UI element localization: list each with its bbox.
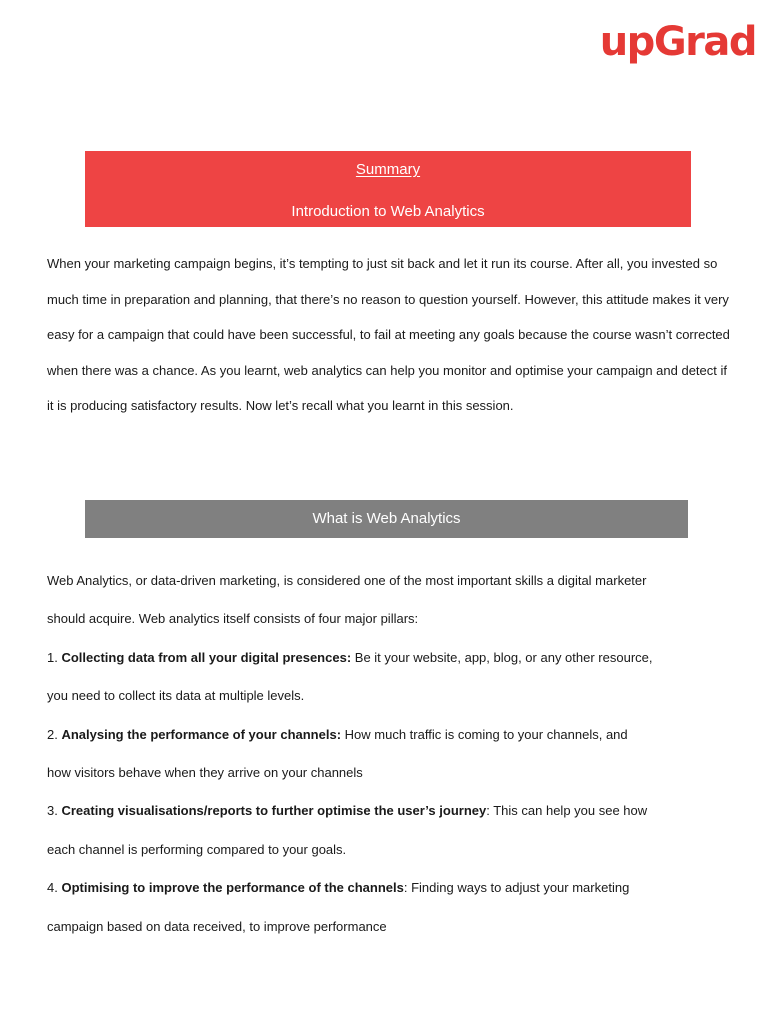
- pillar-text: : This can help you see how: [486, 803, 648, 819]
- section-heading: What is Web Analytics: [312, 510, 461, 527]
- intro-paragraph: When your marketing campaign begins, it’s tempting to just sit back and let it run its course. After all, you invested so much time in preparation and planning, that there’s no reason to question yourself. However, this attitude makes it very easy for a campaign that could have been successful, to fail at meeting any goals because the course wasn’t corrected when there was a chance. As you learnt, web analytics can help you monitor and optimise your campaign and detect if it is producing satisfactory results. Now let’s recall what you learnt in this session.: [47, 256, 730, 414]
- pillar-title: Collecting data from all your digital presences:: [61, 649, 352, 665]
- pillar-1-line-2: you need to collect its data at multiple levels.: [47, 688, 305, 704]
- section-intro-line: should acquire. Web analytics itself consists of four major pillars:: [47, 611, 419, 627]
- pillar-title: Creating visualisations/reports to further optimise the user’s journey: [61, 803, 487, 819]
- pillar-2-line-2: how visitors behave when they arrive on your channels: [47, 765, 363, 781]
- pillar-title: Optimising to improve the performance of the channels: [61, 880, 404, 896]
- pillar-3-line-1: [47, 792, 737, 830]
- pillar-text: Be it your website, app, blog, or any other resource,: [351, 649, 653, 665]
- pillar-number: 4.: [47, 880, 62, 896]
- pillar-text: : Finding ways to adjust your marketing: [403, 880, 630, 896]
- section-heading-banner: [85, 500, 688, 538]
- summary-label: Summary: [355, 161, 421, 178]
- section-intro-line: Web Analytics, or data-driven marketing, is considered one of the most important skills a digital marketer: [47, 573, 647, 588]
- document-title: Introduction to Web Analytics: [291, 203, 485, 220]
- pillar-number: 3.: [47, 803, 62, 819]
- upgrad-logo: upGrad: [599, 19, 756, 65]
- pillar-text: How much traffic is coming to your channels, and: [341, 726, 628, 742]
- pillar-4-line-2: campaign based on data received, to improve performance: [47, 918, 387, 934]
- pillar-1-line-1: [47, 639, 737, 677]
- pillar-number: 1.: [47, 649, 62, 665]
- summary-title-banner: [85, 151, 691, 227]
- pillar-2-line-1: [47, 716, 737, 754]
- pillar-number: 2.: [47, 726, 62, 742]
- pillar-4-line-1: [47, 869, 737, 907]
- section-body: [47, 562, 737, 946]
- pillar-title: Analysing the performance of your channels:: [61, 726, 342, 742]
- pillar-3-line-2: each channel is performing compared to your goals.: [47, 841, 347, 857]
